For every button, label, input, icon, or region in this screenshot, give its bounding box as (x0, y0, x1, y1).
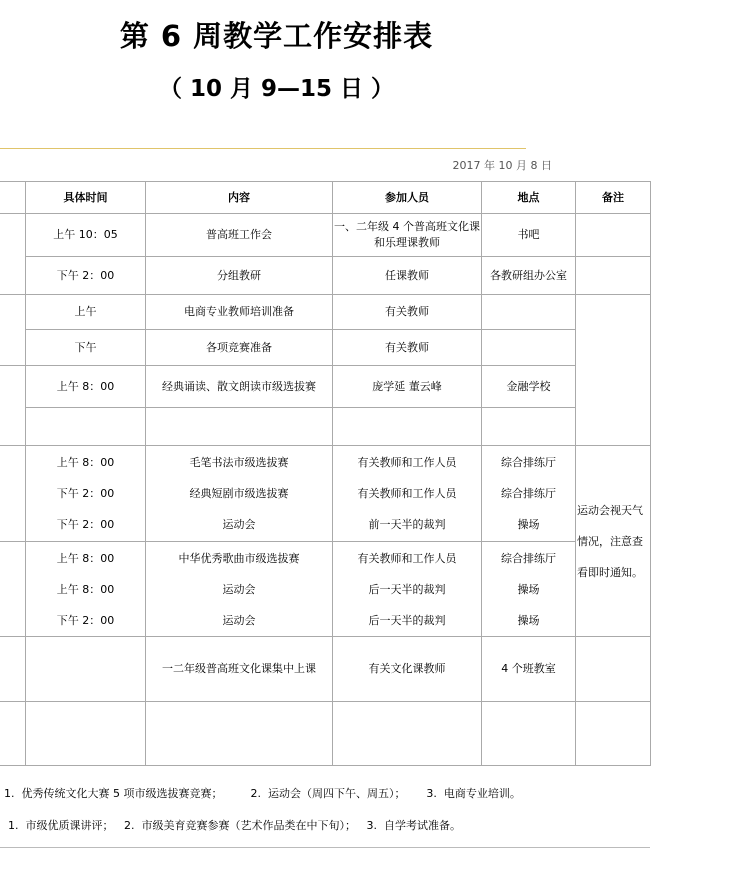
time-cell (26, 637, 146, 702)
content-cell: 电商专业教师培训准备 (146, 295, 333, 330)
remark-cell (576, 257, 651, 295)
place-line: 综合排练厅 (501, 456, 556, 469)
table-row (0, 330, 651, 366)
day-cell (0, 446, 26, 542)
place-cell: 书吧 (482, 214, 576, 257)
content-cell (146, 408, 333, 446)
content-cell (146, 702, 333, 766)
time-line: 上午 8：00 (56, 456, 115, 469)
place-cell (482, 408, 576, 446)
people-cell: 庞学延 董云峰 (333, 366, 482, 408)
people-line: 后一天半的裁判 (368, 582, 446, 596)
people-cell (333, 446, 482, 542)
remark-cell (576, 637, 651, 702)
time-line: 下午 2：00 (56, 518, 115, 531)
place-cell (482, 330, 576, 366)
content-cell: 经典诵读、散文朗读市级选拔赛 (146, 366, 333, 408)
content-line: 运动会 (222, 518, 256, 531)
content-line: 中华优秀歌曲市级选拔赛 (178, 551, 300, 565)
time-line: 下午 2：00 (56, 487, 115, 500)
time-cell (26, 408, 146, 446)
content-line: 经典短剧市级选拔赛 (189, 487, 289, 500)
divider (0, 148, 526, 149)
content-cell (146, 446, 333, 542)
table-row (0, 446, 651, 542)
table-row (0, 257, 651, 295)
people-line: 有关教师和工作人员 (357, 487, 457, 500)
people-cell: 有关教师 (333, 330, 482, 366)
time-cell: 上午 (26, 295, 146, 330)
place-cell (482, 542, 576, 637)
time-cell: 下午 2：00 (26, 257, 146, 295)
people-cell: 一、二年级 4 个普高班文化课和乐理课教师 (333, 214, 482, 257)
day-header-cell (0, 182, 26, 214)
content-line: 运动会 (222, 613, 256, 627)
table-row (0, 637, 651, 702)
header-content: 内容 (146, 182, 333, 214)
place-cell (482, 702, 576, 766)
document-date: 2017 年 10 月 8 日 (452, 159, 552, 172)
place-line: 操场 (517, 582, 540, 596)
time-cell (26, 542, 146, 637)
place-cell: 4 个班教室 (482, 637, 576, 702)
people-cell: 有关教师 (333, 295, 482, 330)
day-cell (0, 214, 26, 295)
table-row (0, 702, 651, 766)
people-cell: 任课教师 (333, 257, 482, 295)
place-cell: 各教研组办公室 (482, 257, 576, 295)
day-cell (0, 366, 26, 446)
header-place: 地点 (482, 182, 576, 214)
people-line: 有关教师和工作人员 (357, 456, 457, 469)
people-cell (333, 542, 482, 637)
remark-cell (576, 702, 651, 766)
day-cell (0, 702, 26, 766)
content-line: 运动会 (222, 582, 256, 596)
place-line: 操场 (517, 518, 540, 531)
header-remark: 备注 (576, 182, 651, 214)
time-cell (26, 446, 146, 542)
place-cell: 金融学校 (482, 366, 576, 408)
day-cell (0, 637, 26, 702)
day-cell (0, 295, 26, 366)
time-cell: 上午 8：00 (26, 366, 146, 408)
notes-line-1: 1. 优秀传统文化大赛 5 项市级选拔赛竞赛； 2. 运动会（周四下午、周五）； 3. 电商专业培训。 (4, 787, 521, 800)
people-line: 有关教师和工作人员 (357, 551, 457, 565)
content-cell: 普高班工作会 (146, 214, 333, 257)
people-line: 后一天半的裁判 (368, 613, 446, 627)
place-cell (482, 295, 576, 330)
place-line: 操场 (517, 613, 540, 627)
table-header-row (0, 182, 651, 214)
place-cell (482, 446, 576, 542)
notes-line-2: 1. 市级优质课讲评； 2. 市级美育竞赛参赛（艺术作品类在中下旬）； 3. 自学考试准备。 (8, 819, 461, 832)
time-cell: 上午 10：05 (26, 214, 146, 257)
content-cell: 各项竞赛准备 (146, 330, 333, 366)
remark-cell (576, 295, 651, 446)
place-line: 综合排练厅 (501, 551, 556, 565)
people-cell: 有关文化课教师 (333, 637, 482, 702)
time-cell: 下午 (26, 330, 146, 366)
people-line: 前一天半的裁判 (368, 518, 446, 531)
time-cell (26, 702, 146, 766)
time-line: 上午 8：00 (56, 582, 115, 596)
table-row (0, 214, 651, 257)
content-line: 毛笔书法市级选拔赛 (189, 456, 289, 469)
table-row (0, 366, 651, 408)
bottom-divider (0, 847, 650, 848)
table-row (0, 408, 651, 446)
time-line: 上午 8：00 (56, 551, 115, 565)
page-title: 第 6 周教学工作安排表 (119, 19, 434, 53)
table-row (0, 295, 651, 330)
header-people: 参加人员 (333, 182, 482, 214)
remark-cell (576, 214, 651, 257)
people-cell (333, 408, 482, 446)
header-time: 具体时间 (26, 182, 146, 214)
page-subtitle: （ 10 月 9—15 日 ） (158, 76, 395, 102)
table-row (0, 542, 651, 637)
schedule-table (0, 181, 651, 766)
day-cell (0, 542, 26, 637)
content-cell: 一二年级普高班文化课集中上课 (146, 637, 333, 702)
content-cell (146, 542, 333, 637)
time-line: 下午 2：00 (56, 613, 115, 627)
content-cell: 分组教研 (146, 257, 333, 295)
people-cell (333, 702, 482, 766)
remark-cell: 运动会视天气情况，注意查看即时通知。 (576, 446, 651, 637)
place-line: 综合排练厅 (501, 487, 556, 500)
